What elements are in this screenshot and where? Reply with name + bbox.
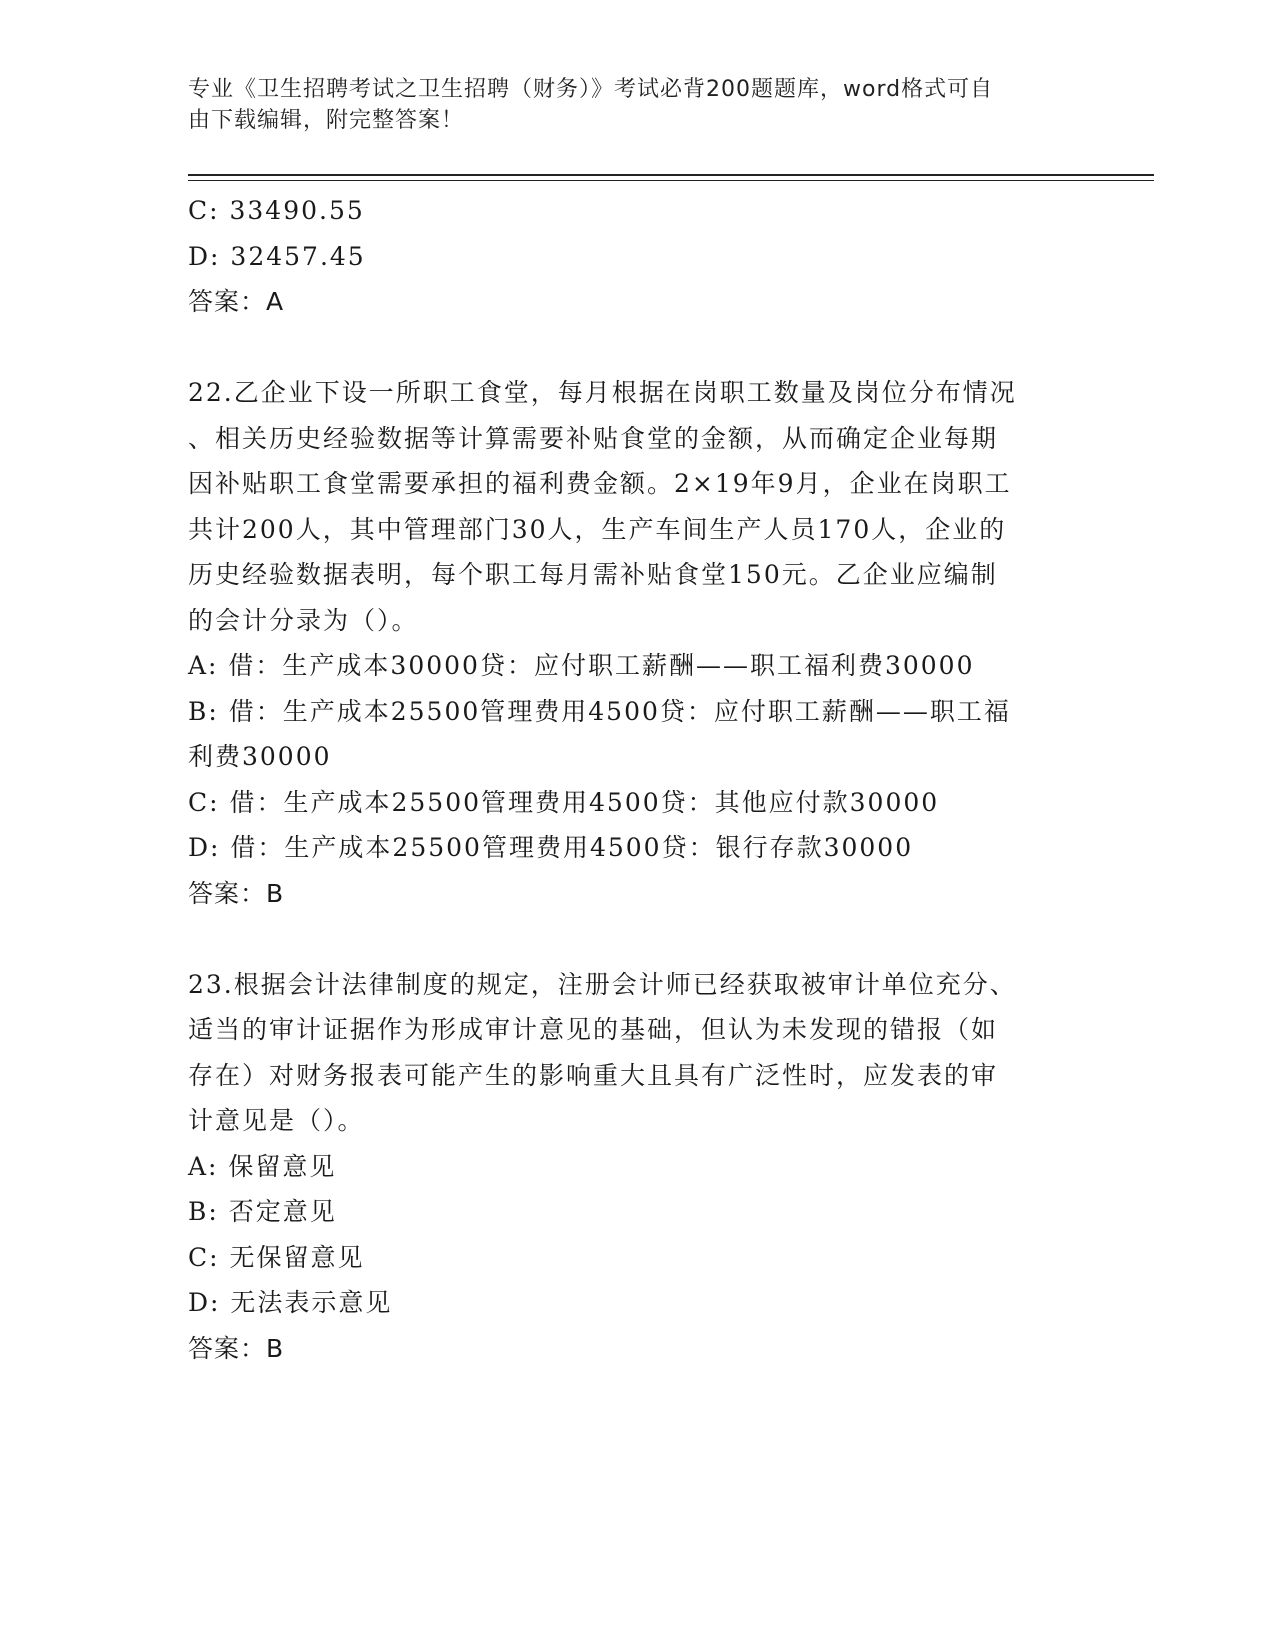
- header-line-1: 专业《卫生招聘考试之卫生招聘（财务）》考试必背200题题库，word格式可自: [188, 77, 994, 102]
- question-23: [188, 962, 1088, 1372]
- option-d: D: 借：生产成本25500管理费用4500贷：银行存款30000: [188, 833, 914, 862]
- question-text-line: 23.根据会计法律制度的规定，注册会计师已经获取被审计单位充分、: [188, 969, 1017, 999]
- question-text-line: 存在）对财务报表可能产生的影响重大且具有广泛性时，应发表的审: [188, 1060, 999, 1090]
- header-line-2: 由下载编辑，附完整答案！: [188, 108, 465, 133]
- previous-question-tail: [188, 188, 1088, 325]
- option-c: C: 借：生产成本25500管理费用4500贷：其他应付款30000: [188, 787, 940, 817]
- question-text-line: 因补贴职工食堂需要承担的福利费金额。2×19年9月，企业在岗职工: [188, 469, 1012, 498]
- answer-line: 答案：A: [188, 287, 285, 316]
- option-d: D: 无法表示意见: [188, 1288, 393, 1317]
- option-a: A: 保留意见: [188, 1151, 337, 1181]
- header-divider-thick: [188, 174, 1154, 176]
- option-c: C: 无保留意见: [188, 1242, 365, 1272]
- question-text-line: 、相关历史经验数据等计算需要补贴食堂的金额，从而确定企业每期: [188, 423, 999, 453]
- header-divider-thin: [188, 180, 1154, 181]
- question-22: [188, 370, 1088, 916]
- question-text-line: 历史经验数据表明，每个职工每月需补贴食堂150元。乙企业应编制: [188, 560, 998, 589]
- question-text-line: 的会计分录为（）。: [188, 605, 419, 635]
- spacer: [188, 325, 1088, 371]
- answer-line: 答案：B: [188, 1333, 285, 1363]
- spacer: [188, 916, 1088, 962]
- option-c: C: 33490.55: [188, 196, 365, 225]
- question-text-line: 22.乙企业下设一所职工食堂，每月根据在岗职工数量及岗位分布情况: [188, 378, 1017, 407]
- question-text-line: 计意见是（）。: [188, 1106, 365, 1135]
- question-text-line: 共计200人，其中管理部门30人，生产车间生产人员170人，企业的: [188, 514, 1007, 544]
- document-header: [188, 74, 1088, 136]
- option-b-continuation: 利费30000: [188, 742, 332, 771]
- document-body: [188, 188, 1088, 1371]
- option-a: A: 借：生产成本30000贷：应付职工薪酬——职工福利费30000: [188, 651, 975, 680]
- option-b: B: 否定意见: [188, 1197, 337, 1226]
- option-d: D: 32457.45: [188, 241, 366, 271]
- answer-line: 答案：B: [188, 878, 285, 908]
- question-text-line: 适当的审计证据作为形成审计意见的基础，但认为未发现的错报（如: [188, 1015, 999, 1044]
- option-b: B: 借：生产成本25500管理费用4500贷：应付职工薪酬——职工福: [188, 696, 1011, 726]
